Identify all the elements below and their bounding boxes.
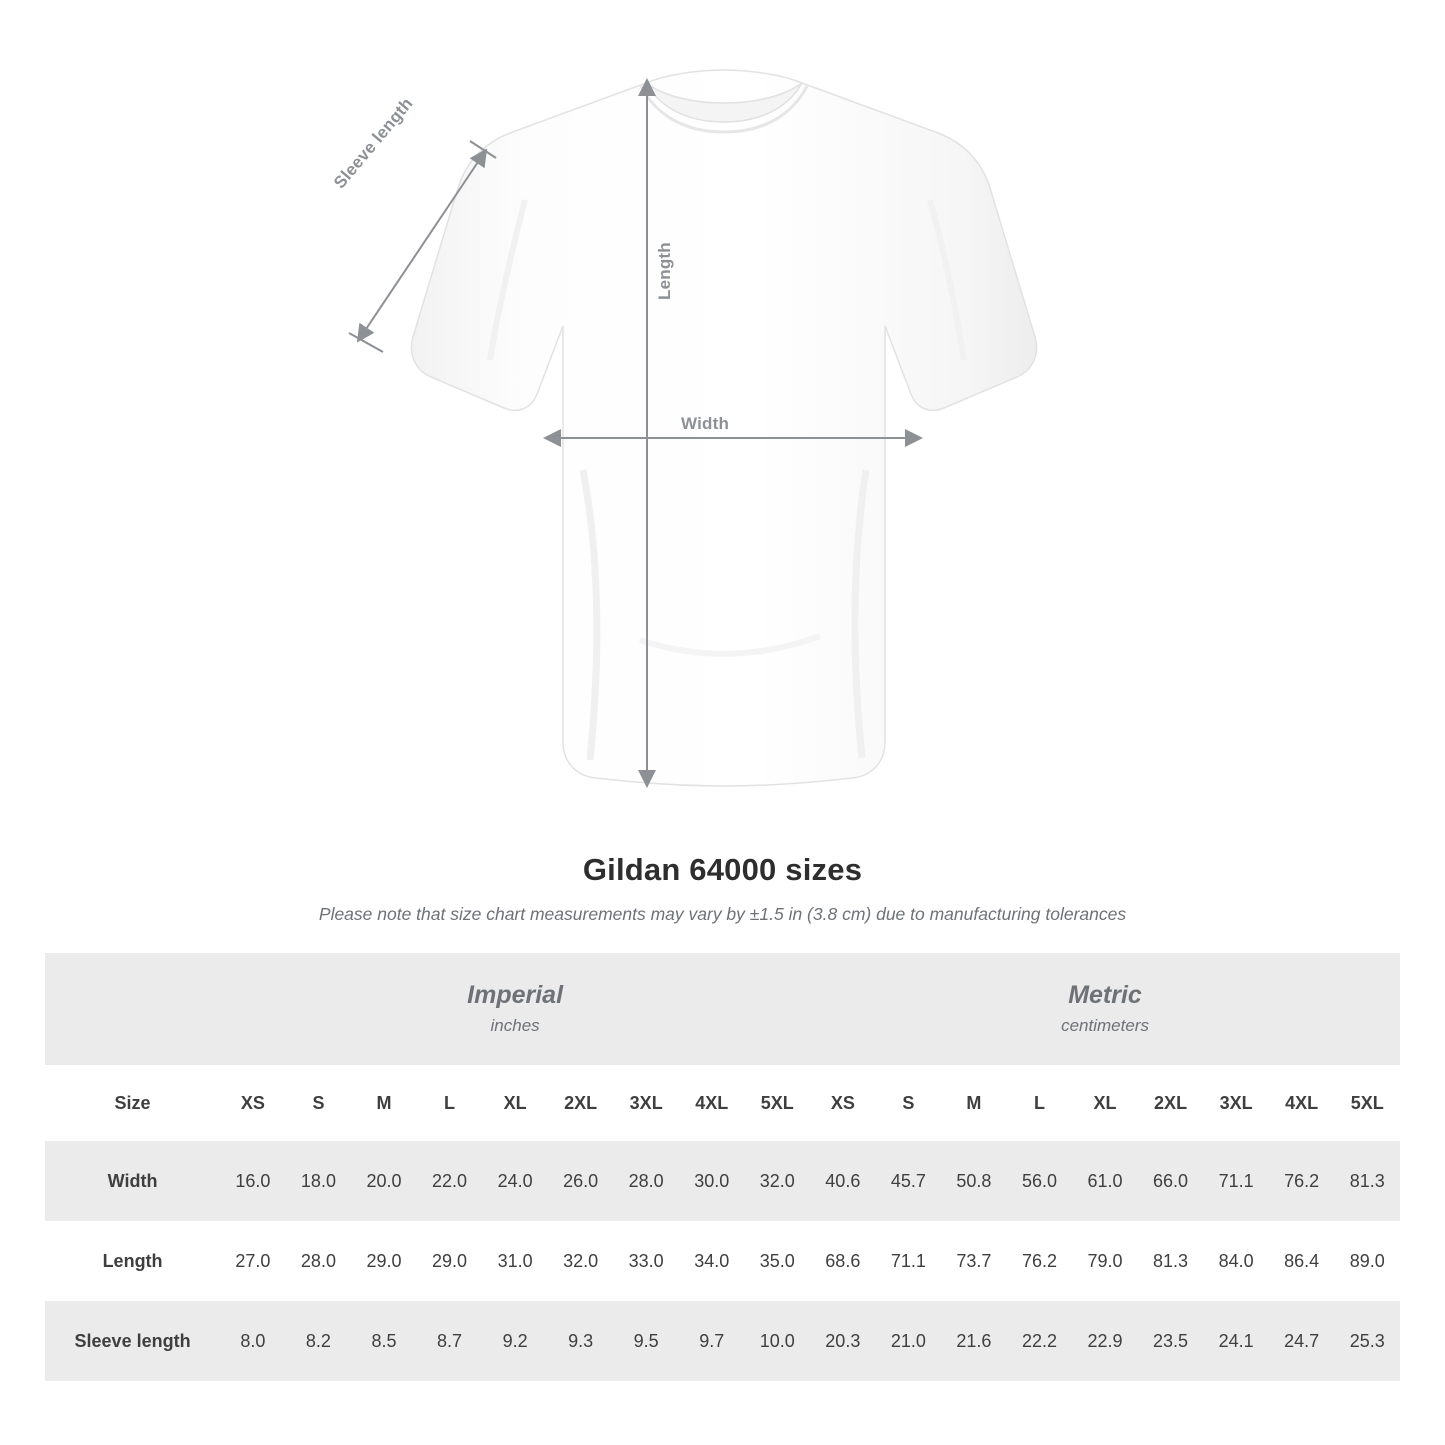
cell-width-imperial-m: 20.0 — [351, 1141, 417, 1221]
cell-width-metric-xl: 61.0 — [1072, 1141, 1138, 1221]
cell-width-imperial-xl: 24.0 — [482, 1141, 548, 1221]
width-label: Width — [681, 414, 730, 433]
cell-length-metric-xs: 68.6 — [810, 1221, 876, 1301]
cell-sleeve-imperial-xs: 8.0 — [220, 1301, 286, 1381]
cell-length-imperial-5xl: 35.0 — [745, 1221, 811, 1301]
size-header-imperial-3xl: 3XL — [613, 1065, 679, 1141]
unit-header-row — [45, 953, 1400, 1065]
cell-length-metric-xl: 79.0 — [1072, 1221, 1138, 1301]
cell-width-metric-m: 50.8 — [941, 1141, 1007, 1221]
cell-sleeve-imperial-2xl: 9.3 — [548, 1301, 614, 1381]
cell-sleeve-imperial-s: 8.2 — [286, 1301, 352, 1381]
cell-width-metric-3xl: 71.1 — [1203, 1141, 1269, 1221]
cell-sleeve-metric-xl: 22.9 — [1072, 1301, 1138, 1381]
cell-length-metric-4xl: 86.4 — [1269, 1221, 1335, 1301]
cell-width-metric-l: 56.0 — [1007, 1141, 1073, 1221]
sleeve-length-label: Sleeve length — [330, 94, 417, 193]
metric-unit-sub: centimeters — [1061, 1015, 1149, 1035]
cell-length-imperial-xs: 27.0 — [220, 1221, 286, 1301]
size-header-imperial-s: S — [286, 1065, 352, 1141]
table-row — [45, 1141, 1400, 1221]
cell-sleeve-metric-l: 22.2 — [1007, 1301, 1073, 1381]
cell-width-imperial-3xl: 28.0 — [613, 1141, 679, 1221]
cell-length-imperial-3xl: 33.0 — [613, 1221, 679, 1301]
metric-unit-title: Metric — [1068, 981, 1142, 1010]
cell-sleeve-metric-3xl: 24.1 — [1203, 1301, 1269, 1381]
cell-sleeve-metric-s: 21.0 — [876, 1301, 942, 1381]
imperial-unit-sub: inches — [490, 1015, 540, 1035]
size-header-imperial-2xl: 2XL — [548, 1065, 614, 1141]
size-chart-table-wrapper — [45, 953, 1400, 1381]
cell-sleeve-metric-xs: 20.3 — [810, 1301, 876, 1381]
size-header-metric-xs: XS — [810, 1065, 876, 1141]
cell-length-imperial-4xl: 34.0 — [679, 1221, 745, 1301]
cell-sleeve-imperial-m: 8.5 — [351, 1301, 417, 1381]
cell-length-metric-2xl: 81.3 — [1138, 1221, 1204, 1301]
row-label-width: Width — [45, 1141, 220, 1221]
size-header-metric-xl: XL — [1072, 1065, 1138, 1141]
cell-sleeve-imperial-5xl: 10.0 — [745, 1301, 811, 1381]
unit-header-spacer — [45, 953, 220, 1065]
cell-length-imperial-s: 28.0 — [286, 1221, 352, 1301]
row-label-length: Length — [45, 1221, 220, 1301]
cell-length-metric-5xl: 89.0 — [1334, 1221, 1400, 1301]
cell-width-imperial-l: 22.0 — [417, 1141, 483, 1221]
size-row-label: Size — [45, 1065, 220, 1141]
cell-length-metric-3xl: 84.0 — [1203, 1221, 1269, 1301]
size-chart-table — [45, 953, 1400, 1381]
cell-width-imperial-5xl: 32.0 — [745, 1141, 811, 1221]
metric-header-cell — [810, 953, 1400, 1065]
cell-sleeve-metric-5xl: 25.3 — [1334, 1301, 1400, 1381]
size-header-imperial-4xl: 4XL — [679, 1065, 745, 1141]
imperial-header-cell — [220, 953, 810, 1065]
size-header-metric-l: L — [1007, 1065, 1073, 1141]
cell-length-metric-l: 76.2 — [1007, 1221, 1073, 1301]
cell-sleeve-imperial-l: 8.7 — [417, 1301, 483, 1381]
cell-width-metric-2xl: 66.0 — [1138, 1141, 1204, 1221]
cell-width-metric-xs: 40.6 — [810, 1141, 876, 1221]
cell-length-imperial-m: 29.0 — [351, 1221, 417, 1301]
cell-width-imperial-s: 18.0 — [286, 1141, 352, 1221]
row-label-sleeve-length: Sleeve length — [45, 1301, 220, 1381]
cell-sleeve-imperial-4xl: 9.7 — [679, 1301, 745, 1381]
imperial-unit-title: Imperial — [467, 981, 564, 1010]
size-header-metric-4xl: 4XL — [1269, 1065, 1335, 1141]
cell-length-metric-m: 73.7 — [941, 1221, 1007, 1301]
size-header-metric-m: M — [941, 1065, 1007, 1141]
cell-width-metric-5xl: 81.3 — [1334, 1141, 1400, 1221]
cell-sleeve-imperial-xl: 9.2 — [482, 1301, 548, 1381]
size-header-imperial-5xl: 5XL — [745, 1065, 811, 1141]
cell-sleeve-metric-m: 21.6 — [941, 1301, 1007, 1381]
cell-sleeve-imperial-3xl: 9.5 — [613, 1301, 679, 1381]
table-row — [45, 1301, 1400, 1381]
cell-length-metric-s: 71.1 — [876, 1221, 942, 1301]
size-header-metric-3xl: 3XL — [1203, 1065, 1269, 1141]
cell-width-imperial-4xl: 30.0 — [679, 1141, 745, 1221]
cell-width-metric-4xl: 76.2 — [1269, 1141, 1335, 1221]
size-header-imperial-m: M — [351, 1065, 417, 1141]
size-header-metric-5xl: 5XL — [1334, 1065, 1400, 1141]
cell-length-imperial-2xl: 32.0 — [548, 1221, 614, 1301]
size-header-row — [45, 1065, 1400, 1141]
size-header-imperial-xl: XL — [482, 1065, 548, 1141]
cell-width-imperial-2xl: 26.0 — [548, 1141, 614, 1221]
cell-length-imperial-l: 29.0 — [417, 1221, 483, 1301]
size-header-metric-2xl: 2XL — [1138, 1065, 1204, 1141]
page-title: Gildan 64000 sizes — [582, 852, 863, 887]
cell-sleeve-metric-2xl: 23.5 — [1138, 1301, 1204, 1381]
size-header-imperial-xs: XS — [220, 1065, 286, 1141]
tolerance-note: Please note that size chart measurements may vary by ±1.5 in (3.8 cm) due to manufacturing tolerances — [318, 904, 1127, 924]
title-block — [0, 852, 1445, 925]
cell-width-metric-s: 45.7 — [876, 1141, 942, 1221]
length-label: Length — [655, 242, 674, 300]
size-header-metric-s: S — [876, 1065, 942, 1141]
cell-sleeve-metric-4xl: 24.7 — [1269, 1301, 1335, 1381]
table-row — [45, 1221, 1400, 1301]
size-header-imperial-l: L — [417, 1065, 483, 1141]
cell-width-imperial-xs: 16.0 — [220, 1141, 286, 1221]
cell-length-imperial-xl: 31.0 — [482, 1221, 548, 1301]
